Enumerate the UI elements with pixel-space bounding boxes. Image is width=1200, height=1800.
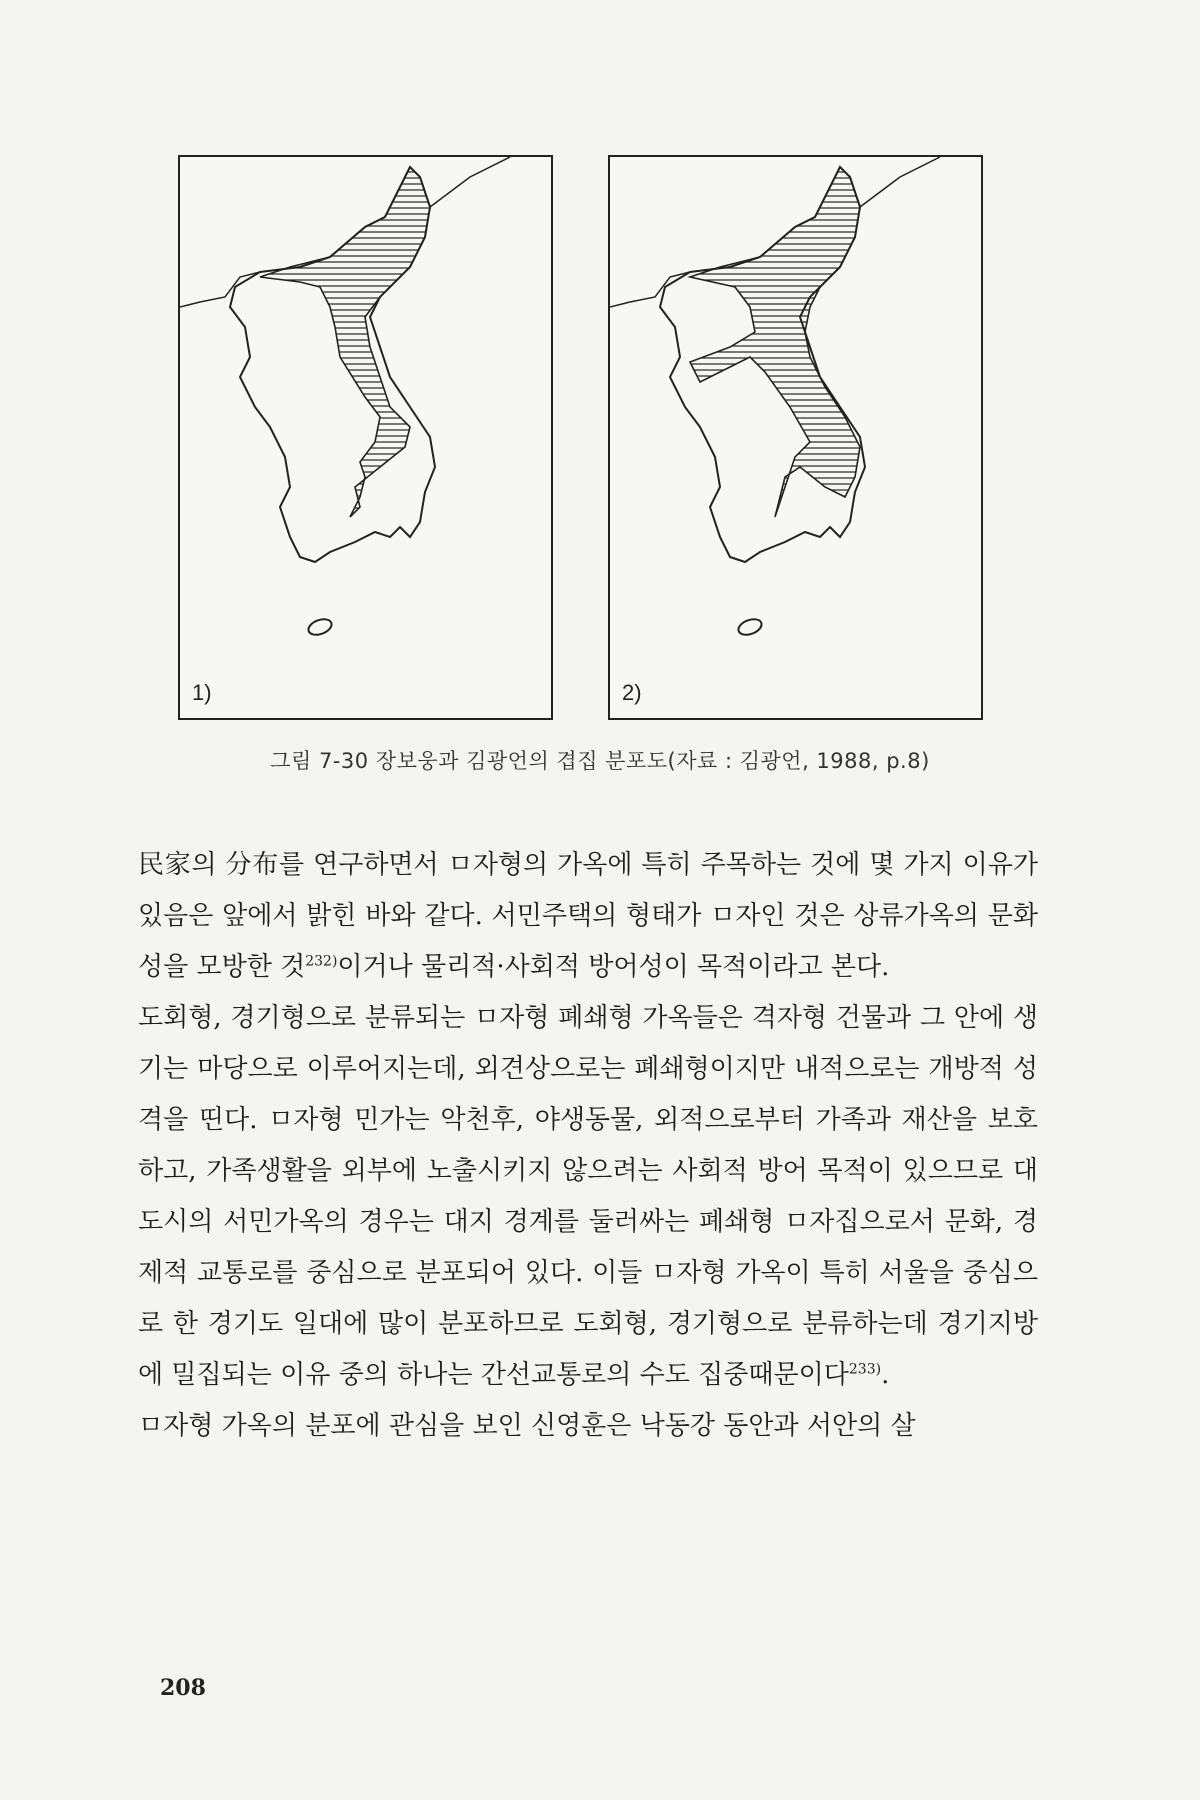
page-number: 208 — [160, 1675, 206, 1701]
paragraph: 民家의 分布를 연구하면서 ㅁ자형의 가옥에 특히 주목하는 것에 몇 가지 이유가 있음은 앞에서 밝힌 바와 같다. 서민주택의 형태가 ㅁ자인 것은 상류가옥의 문화성을 모방한 것$^{232)}$이거나 물리적·사회적 방어성이 목적이라고 본다. — [138, 850, 1038, 982]
footnote-ref: 232) — [305, 953, 338, 970]
footnote-ref: 233) — [848, 1361, 882, 1378]
map-figure-2 — [608, 155, 983, 720]
map-label: 2) — [622, 680, 642, 705]
paragraph: ㅁ자형 가옥의 분포에 관심을 보인 신영훈은 낙동강 동안과 서안의 살 — [138, 1411, 916, 1441]
jeju-island — [306, 616, 333, 637]
body-text — [138, 840, 1038, 1452]
paragraph: 도회형, 경기형으로 분류되는 ㅁ자형 폐쇄형 가옥들은 격자형 건물과 그 안에 생기는 마당으로 이루어지는데, 외견상으로는 폐쇄형이지만 내적으로는 개방적 성격을 띤다. ㅁ자형 민가는 악천후, 야생동물, 외적으로부터 가족과 재산을 보호하고, 가족생활을 외부에 노출시키지 않으려는 사회적 방어 목적이 있으므로 대도시의 서민가옥의 경우는 대지 경계를 둘러싸는 폐쇄형 ㅁ자집으로서 문화, 경제적 교통로를 중심으로 분포되어 있다. 이들 ㅁ자형 가옥이 특히 서울을 중심으로 한 경기도 일대에 많이 분포하므로 도회형, 경기형으로 분류하는데 경기지방에 밀집되는 이유 중의 하나는 간선교통로의 수도 집중때문이다$^{233)}$. — [138, 1003, 1038, 1390]
korea-map-2 — [610, 157, 981, 718]
border-line — [430, 157, 510, 207]
korea-map-1 — [180, 157, 551, 718]
map-figure-1 — [178, 155, 553, 720]
map-label: 1) — [192, 680, 212, 705]
figure-caption: 그림 7-30 장보웅과 김광언의 겹집 분포도(자료 : 김광언, 1988, p.8) — [270, 749, 930, 773]
jeju-island — [736, 616, 763, 637]
border-line — [860, 157, 940, 207]
